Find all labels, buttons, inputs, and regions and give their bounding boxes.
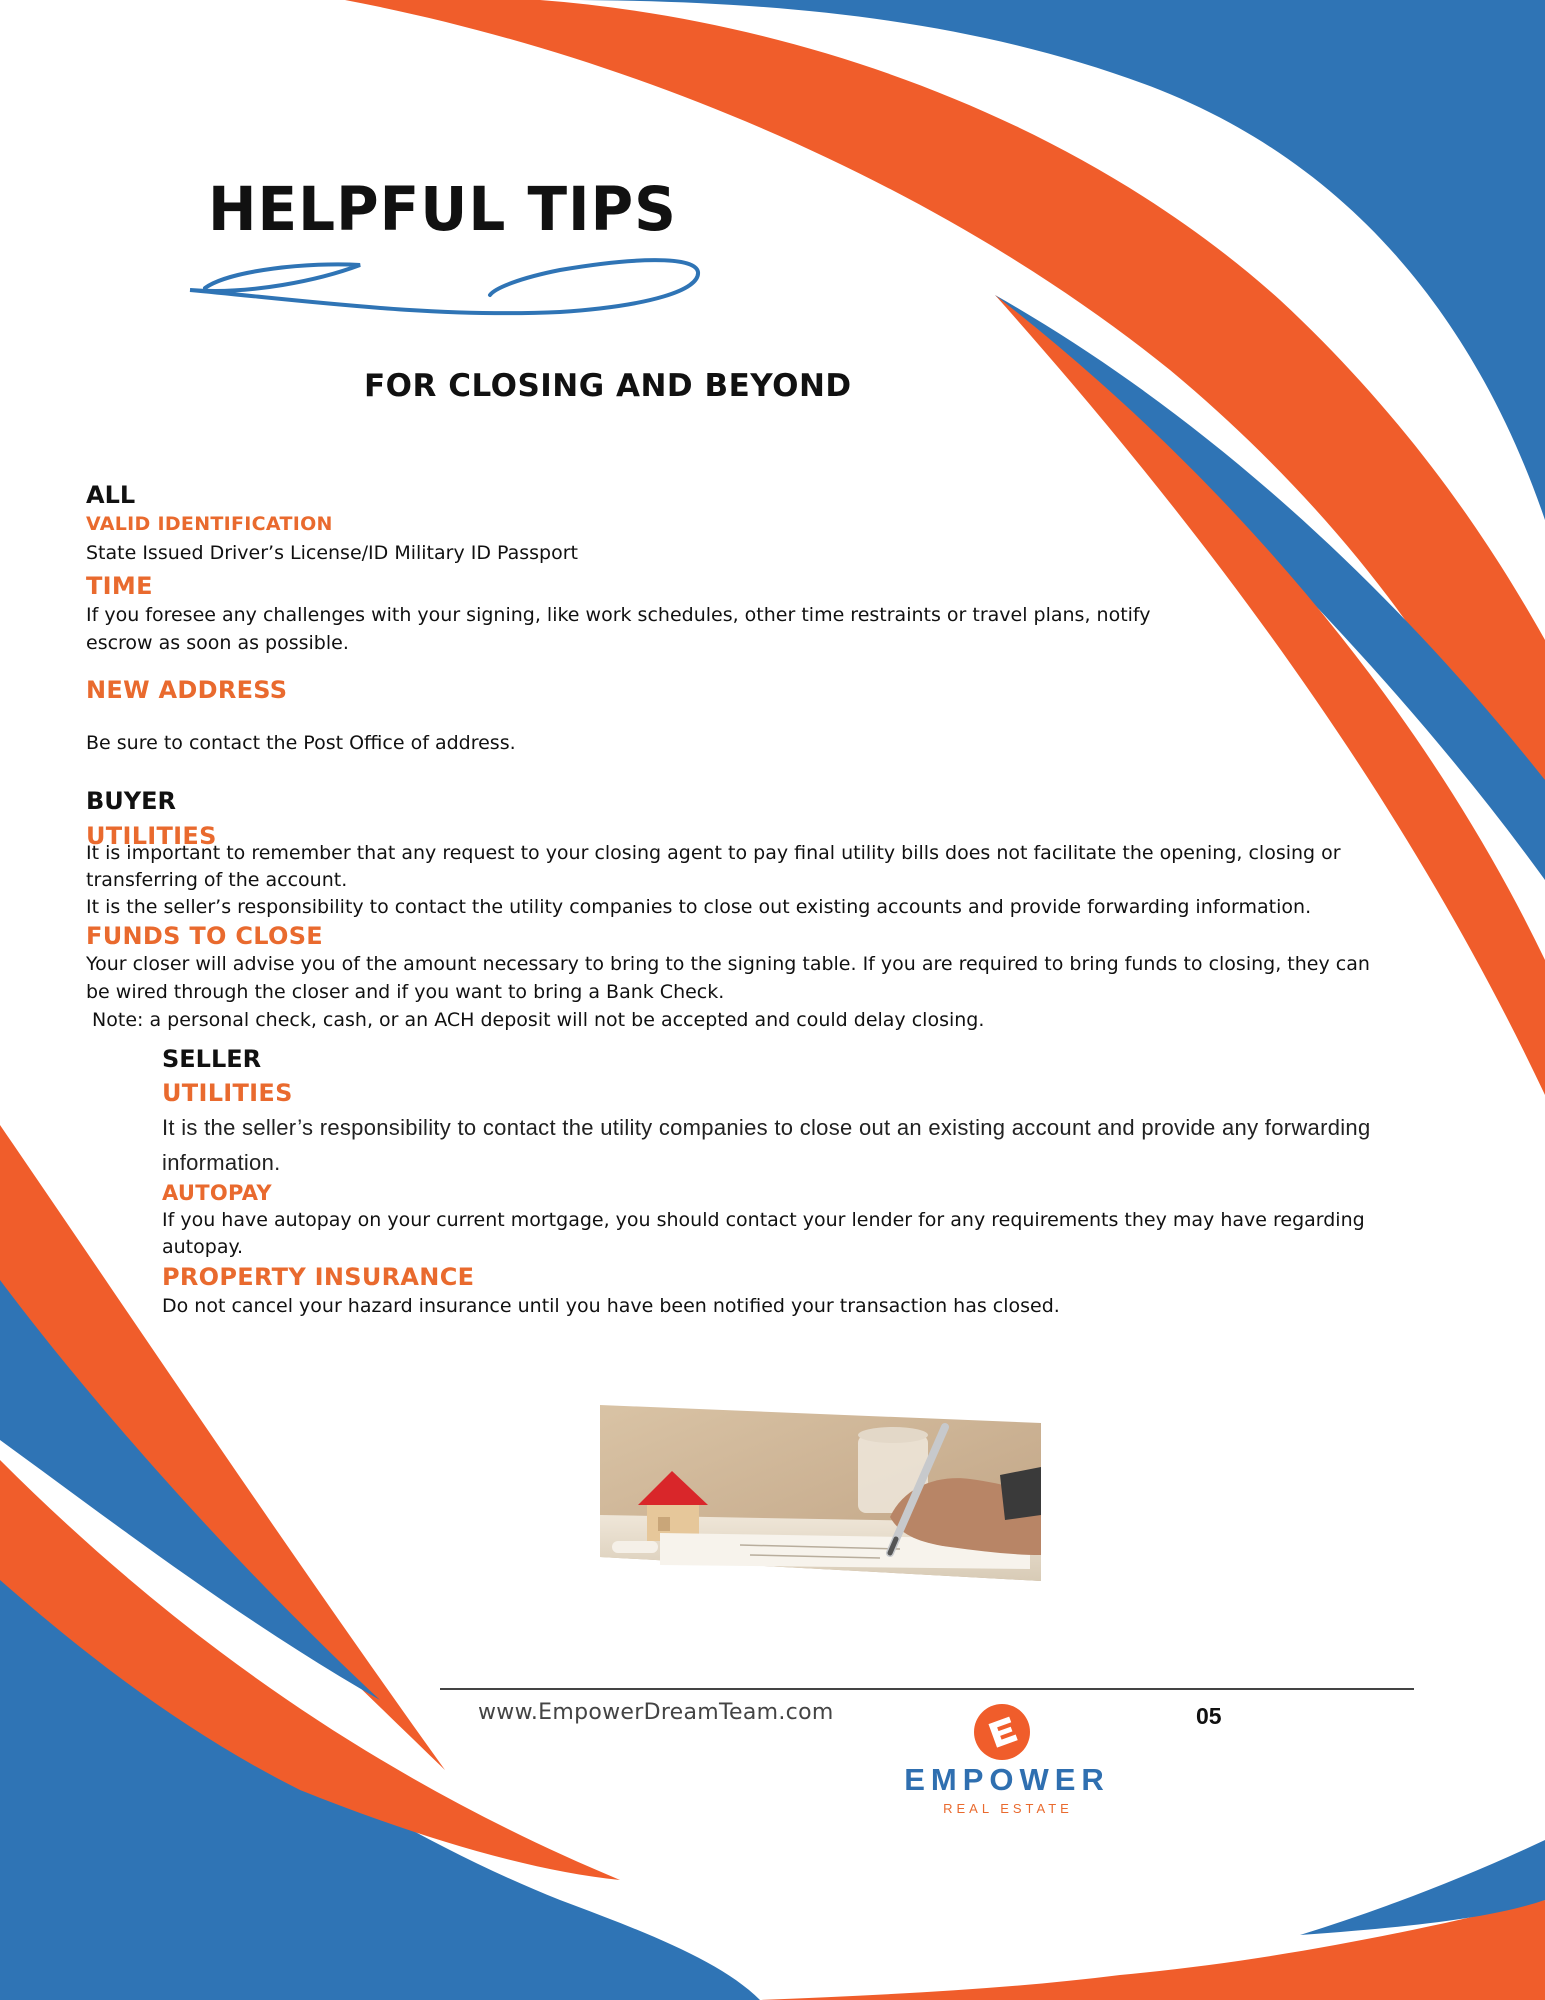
logo-wordmark: EMPOWER (904, 1762, 1110, 1797)
seller-utilities-text-line-1: It is the seller’s responsibility to contact the utility companies to close out an existing account and provide any forwarding (162, 1115, 1371, 1140)
page-title: HELPFUL TIPS (208, 173, 677, 245)
autopay-heading: AUTOPAY (162, 1181, 272, 1205)
property-insurance-heading: PROPERTY INSURANCE (162, 1263, 475, 1291)
autopay-text-line-2: autopay. (162, 1236, 244, 1258)
time-text-line-1: If you foresee any challenges with your signing, like work schedules, other time restraints or travel plans, notify (86, 604, 1151, 626)
funds-text-line-3: Note: a personal check, cash, or an ACH deposit will not be accepted and could delay closing. (86, 1009, 985, 1031)
buyer-utilities-text-line-2: transferring of the account. (86, 869, 348, 891)
page-number: 05 (1196, 1703, 1222, 1729)
title-underline-loop-icon (190, 260, 698, 313)
property-insurance-text: Do not cancel your hazard insurance until you have been notified your transaction has closed. (162, 1295, 1060, 1317)
section-heading-seller: SELLER (162, 1045, 262, 1073)
empower-logo-mark-icon (972, 1702, 1032, 1762)
funds-to-close-heading: FUNDS TO CLOSE (86, 922, 323, 950)
valid-id-heading: VALID IDENTIFICATION (86, 513, 333, 535)
footer-divider (440, 1688, 1414, 1690)
time-heading: TIME (86, 572, 153, 600)
buyer-utilities-text-line-1: It is important to remember that any request to your closing agent to pay final utility bills does not facilitate the opening, closing or (86, 842, 1341, 864)
page-subtitle: FOR CLOSING AND BEYOND (364, 368, 852, 404)
new-address-heading: NEW ADDRESS (86, 676, 288, 704)
time-text-line-2: escrow as soon as possible. (86, 632, 349, 654)
buyer-utilities-text-line-3: It is the seller’s responsibility to contact the utility companies to close out existing accounts and provide forwarding information. (86, 896, 1312, 918)
logo-tagline: REAL ESTATE (943, 1801, 1073, 1816)
section-heading-buyer: BUYER (86, 787, 177, 815)
valid-id-text: State Issued Driver’s License/ID Military ID Passport (86, 542, 578, 564)
funds-text-line-1: Your closer will advise you of the amount necessary to bring to the signing table. If you are required to bring funds to closing, they can (86, 953, 1370, 975)
section-heading-all: ALL (86, 481, 136, 509)
buyer-utilities-heading: UTILITIES (86, 822, 217, 850)
autopay-text-line-1: If you have autopay on your current mortgage, you should contact your lender for any requirements they may have regarding (162, 1209, 1365, 1231)
signing-photo (600, 1405, 1041, 1581)
footer-website-link[interactable]: www.EmpowerDreamTeam.com (478, 1700, 834, 1725)
new-address-text: Be sure to contact the Post Office of address. (86, 732, 516, 754)
seller-utilities-text-line-2: information. (162, 1150, 281, 1175)
funds-text-line-2: be wired through the closer and if you want to bring a Bank Check. (86, 981, 725, 1003)
seller-utilities-heading: UTILITIES (162, 1079, 293, 1107)
